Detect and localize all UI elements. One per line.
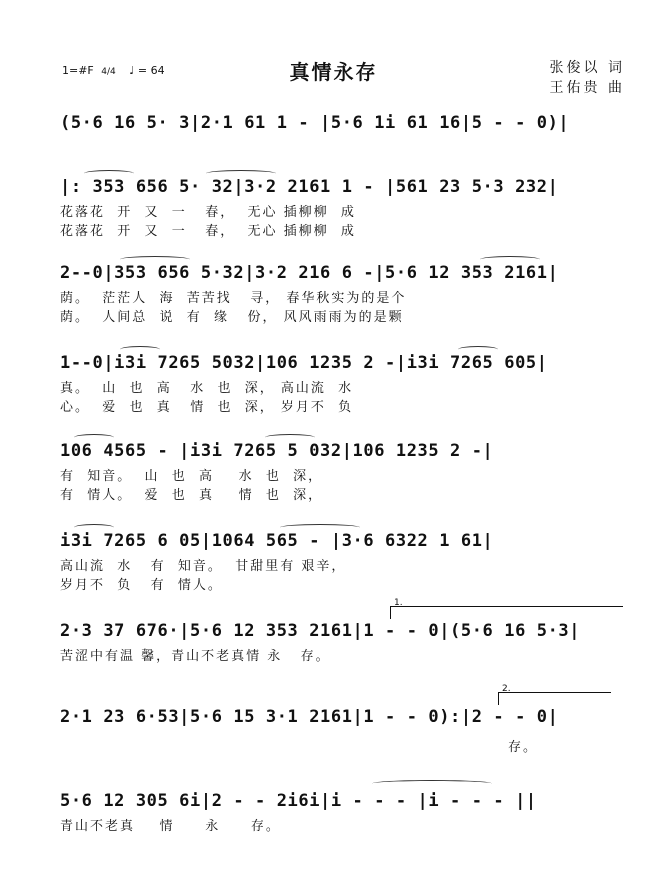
time-signature: 4/4 xyxy=(101,67,116,77)
notation-line: 2·1 23 6·53|5·6 15 3·1 2161|1 - - 0):|2 - - 0| xyxy=(60,707,559,727)
lyric-verse-1: 真。 山 也 高 水 也 深， 高山流 水 xyxy=(60,381,354,396)
lyric-verse-2: 花落花 开 又 一 春， 无心 插柳柳 成 xyxy=(60,224,356,239)
notation-line: 2·3 37 676·|5·6 12 353 2161|1 - - 0|(5·6 16 5·3| xyxy=(60,621,581,641)
second-ending-bracket xyxy=(498,684,611,705)
tie xyxy=(372,780,492,787)
notation-line: 106 4565 - |i3i 7265 5 032|106 1235 2 -| xyxy=(60,441,494,461)
notation-line: i3i 7265 6 05|1064 565 - |3·6 6322 1 61| xyxy=(60,531,494,551)
song-title: 真情永存 xyxy=(289,60,378,84)
lyric-verse-2: 有 情人。 爱 也 真 情 也 深， xyxy=(60,488,324,503)
lyric-verse-1: 荫。 茫茫人 海 苦苦找 寻， 春华秋实为的是个 xyxy=(60,291,407,306)
lyric-verse-2: 荫。 人间总 说 有 缘 份， 风风雨雨为的是颗 xyxy=(60,310,404,325)
lyric-verse-2: 心。 爱 也 真 情 也 深， 岁月不 负 xyxy=(60,400,354,415)
notation-line: 2--0|353 656 5·32|3·2 216 6 -|5·6 12 353 2161| xyxy=(60,263,559,283)
lyric-verse-2: 岁月不 负 有 情人。 xyxy=(60,578,223,593)
key-signature: 1=#F xyxy=(62,64,94,77)
second-ending-lyric: 存。 xyxy=(508,740,539,755)
notation-line: 5·6 12 305 6i|2 - - 2i6i|i - - - |i - - - || xyxy=(60,791,537,811)
notation-line: (5·6 16 5· 3|2·1 61 1 - |5·6 1i 61 16|5 - - 0)| xyxy=(60,113,570,133)
second-ending-label: 2. xyxy=(502,684,511,694)
lyric-verse-1: 有 知音。 山 也 高 水 也 深， xyxy=(60,469,324,484)
lyric-verse-1: 高山流 水 有 知音。 甘甜里有 艰辛， xyxy=(60,559,347,574)
lyric-line: 青山不老真 情 永 存。 xyxy=(60,819,281,834)
composer-credit: 王佑贵 曲 xyxy=(549,80,625,96)
notation-line: 1--0|i3i 7265 5032|106 1235 2 -|i3i 7265 605| xyxy=(60,353,548,373)
credits xyxy=(550,58,625,98)
first-ending-bracket xyxy=(390,598,623,619)
lyricist-credit: 张俊以 词 xyxy=(549,60,625,76)
lyric-line: 苦涩中有温 馨，青山不老真情 永 存。 xyxy=(60,649,331,664)
tempo-marking: ♩ = 64 xyxy=(129,64,165,77)
notation-line: |: 353 656 5· 32|3·2 2161 1 - |561 23 5·3 232| xyxy=(60,177,559,197)
first-ending-label: 1. xyxy=(394,598,403,608)
lyric-verse-1: 花落花 开 又 一 春， 无心 插柳柳 成 xyxy=(60,205,356,220)
